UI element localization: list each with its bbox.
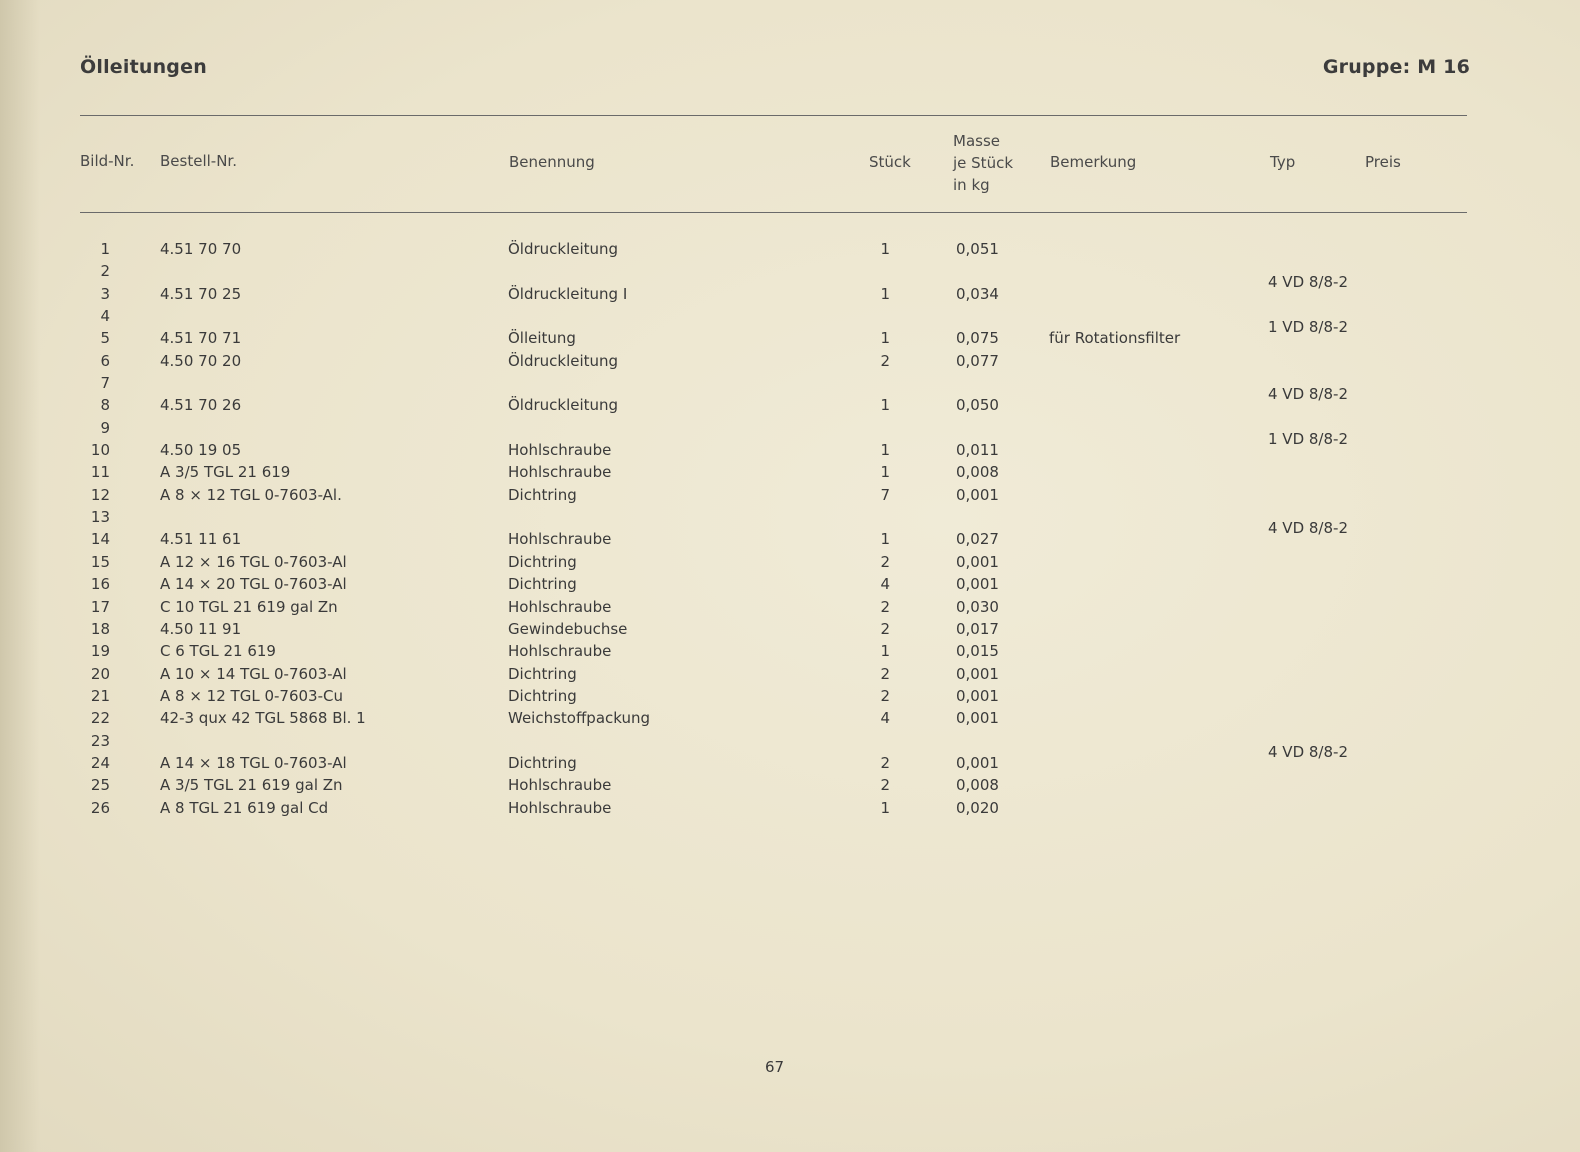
cell-bild-nr: 17 <box>90 597 110 616</box>
parts-table <box>0 238 1580 819</box>
table-row <box>0 596 1580 618</box>
cell-bestell-nr: A 12 × 16 TGL 0-7603-Al <box>160 552 347 571</box>
cell-benennung: Hohlschraube <box>508 776 612 795</box>
cell-benennung: Hohlschraube <box>508 597 612 616</box>
table-row <box>0 618 1580 640</box>
cell-masse: 0,011 <box>956 441 999 460</box>
table-row <box>0 327 1580 349</box>
col-header-bild: Bild-Nr. <box>80 152 135 170</box>
cell-bestell-nr: A 14 × 20 TGL 0-7603-Al <box>160 575 347 594</box>
table-row <box>0 394 1580 416</box>
cell-typ: 4 VD 8/8-2 <box>1268 273 1348 292</box>
cell-bild-nr: 10 <box>90 441 110 460</box>
table-row <box>0 774 1580 796</box>
table-row <box>0 730 1580 761</box>
col-header-masse-line1: Masse <box>953 132 1000 150</box>
cell-bestell-nr: 4.50 11 91 <box>160 619 242 638</box>
cell-bild-nr: 16 <box>90 575 110 594</box>
cell-masse: 0,017 <box>956 619 999 638</box>
table-row <box>0 752 1580 774</box>
cell-bild-nr: 24 <box>90 753 110 772</box>
cell-stueck: 2 <box>880 351 890 370</box>
page-number: 67 <box>765 1058 785 1076</box>
table-row <box>0 484 1580 506</box>
cell-masse: 0,008 <box>956 776 999 795</box>
cell-bild-nr: 26 <box>90 798 110 817</box>
cell-masse: 0,075 <box>956 329 999 348</box>
cell-bild-nr: 5 <box>100 329 110 348</box>
cell-masse: 0,020 <box>956 798 999 817</box>
cell-bild-nr: 13 <box>90 508 110 527</box>
col-header-preis: Preis <box>1365 153 1401 171</box>
cell-bestell-nr: 4.51 70 71 <box>160 329 242 348</box>
table-row <box>0 260 1580 292</box>
cell-stueck: 1 <box>880 396 890 415</box>
cell-bild-nr: 2 <box>100 262 110 281</box>
table-row <box>0 350 1580 372</box>
cell-masse: 0,027 <box>956 530 999 549</box>
cell-benennung: Dichtring <box>508 552 577 571</box>
cell-bestell-nr: A 10 × 14 TGL 0-7603-Al <box>160 664 347 683</box>
cell-bild-nr: 21 <box>90 686 110 705</box>
cell-typ: 4 VD 8/8-2 <box>1268 519 1348 538</box>
cell-benennung: Dichtring <box>508 753 577 772</box>
col-header-benennung: Benennung <box>509 153 595 171</box>
cell-stueck: 1 <box>880 798 890 817</box>
table-row <box>0 707 1580 729</box>
cell-bild-nr: 20 <box>90 664 110 683</box>
cell-typ: 4 VD 8/8-2 <box>1268 742 1348 761</box>
table-row <box>0 640 1580 662</box>
cell-bestell-nr: 4.50 19 05 <box>160 441 242 460</box>
cell-bild-nr: 23 <box>90 731 110 750</box>
cell-bild-nr: 7 <box>100 374 110 393</box>
cell-stueck: 4 <box>880 575 890 594</box>
cell-benennung: Hohlschraube <box>508 642 612 661</box>
cell-bild-nr: 11 <box>90 463 110 482</box>
cell-benennung: Hohlschraube <box>508 798 612 817</box>
table-row <box>0 506 1580 538</box>
cell-benennung: Dichtring <box>508 485 577 504</box>
cell-stueck: 1 <box>880 530 890 549</box>
cell-masse: 0,050 <box>956 396 999 415</box>
table-row <box>0 573 1580 595</box>
col-header-masse-line2: je Stück <box>953 154 1014 172</box>
cell-bild-nr: 19 <box>90 642 110 661</box>
cell-masse: 0,001 <box>956 575 999 594</box>
cell-bestell-nr: A 3/5 TGL 21 619 <box>160 463 291 482</box>
table-row <box>0 461 1580 483</box>
page-title: Ölleitungen <box>80 56 207 78</box>
cell-benennung: Hohlschraube <box>508 530 612 549</box>
cell-bestell-nr: C 10 TGL 21 619 gal Zn <box>160 597 338 616</box>
cell-masse: 0,030 <box>956 597 999 616</box>
table-row <box>0 238 1580 260</box>
col-header-stueck: Stück <box>869 153 911 171</box>
table-row <box>0 372 1580 404</box>
cell-benennung: Öldruckleitung <box>508 351 619 370</box>
table-row <box>0 305 1580 337</box>
table-row <box>0 283 1580 305</box>
cell-bestell-nr: C 6 TGL 21 619 <box>160 642 276 661</box>
cell-stueck: 2 <box>880 776 890 795</box>
table-row <box>0 551 1580 573</box>
cell-bestell-nr: A 8 TGL 21 619 gal Cd <box>160 798 329 817</box>
cell-typ: 1 VD 8/8-2 <box>1268 429 1348 448</box>
cell-benennung: Dichtring <box>508 664 577 683</box>
cell-stueck: 1 <box>880 463 890 482</box>
cell-bild-nr: 9 <box>100 418 110 437</box>
col-header-masse <box>953 130 1013 196</box>
cell-stueck: 2 <box>880 753 890 772</box>
cell-bild-nr: 3 <box>100 284 110 303</box>
cell-stueck: 1 <box>880 642 890 661</box>
col-header-typ: Typ <box>1270 153 1296 171</box>
cell-stueck: 1 <box>880 284 890 303</box>
cell-bestell-nr: 4.51 70 70 <box>160 240 242 258</box>
cell-bild-nr: 1 <box>100 240 110 258</box>
group-label: Gruppe: M 16 <box>1322 56 1470 78</box>
cell-benennung: Dichtring <box>508 686 577 705</box>
cell-masse: 0,001 <box>956 664 999 683</box>
col-header-bemerkung: Bemerkung <box>1050 153 1137 171</box>
cell-bestell-nr: A 14 × 18 TGL 0-7603-Al <box>160 753 347 772</box>
cell-bild-nr: 4 <box>100 307 110 326</box>
cell-masse: 0,001 <box>956 552 999 571</box>
cell-stueck: 1 <box>880 329 890 348</box>
cell-benennung: Ölleitung <box>508 329 576 348</box>
cell-stueck: 2 <box>880 597 890 616</box>
table-row <box>0 417 1580 448</box>
cell-bestell-nr: 4.51 70 26 <box>160 396 242 415</box>
cell-bild-nr: 6 <box>100 351 110 370</box>
table-row <box>0 439 1580 461</box>
cell-benennung: Öldruckleitung <box>508 396 619 415</box>
cell-bemerkung: für Rotationsfilter <box>1049 329 1181 348</box>
cell-benennung: Öldruckleitung <box>508 240 619 258</box>
table-row <box>0 797 1580 819</box>
cell-masse: 0,077 <box>956 351 999 370</box>
cell-bild-nr: 12 <box>90 485 110 504</box>
cell-masse: 0,051 <box>956 240 999 258</box>
cell-stueck: 1 <box>880 240 890 258</box>
cell-bild-nr: 18 <box>90 619 110 638</box>
cell-benennung: Weichstoffpackung <box>508 709 651 728</box>
header-rule-top <box>80 115 1467 116</box>
cell-masse: 0,034 <box>956 284 999 303</box>
col-header-bestell: Bestell-Nr. <box>160 152 237 170</box>
cell-masse: 0,008 <box>956 463 999 482</box>
cell-masse: 0,001 <box>956 709 999 728</box>
cell-bestell-nr: A 8 × 12 TGL 0-7603-Cu <box>160 686 343 705</box>
cell-typ: 4 VD 8/8-2 <box>1268 385 1348 404</box>
cell-masse: 0,001 <box>956 485 999 504</box>
cell-stueck: 7 <box>880 485 890 504</box>
col-header-masse-line3: in kg <box>953 176 990 194</box>
cell-bild-nr: 14 <box>90 530 110 549</box>
cell-stueck: 2 <box>880 619 890 638</box>
cell-stueck: 2 <box>880 686 890 705</box>
cell-masse: 0,015 <box>956 642 999 661</box>
cell-bestell-nr: 4.50 70 20 <box>160 351 242 370</box>
cell-bestell-nr: A 8 × 12 TGL 0-7603-Al. <box>160 485 342 504</box>
cell-benennung: Öldruckleitung I <box>508 284 628 303</box>
table-row <box>0 663 1580 685</box>
cell-bestell-nr: 4.51 70 25 <box>160 284 242 303</box>
cell-bestell-nr: 42-3 qux 42 TGL 5868 Bl. 1 <box>160 709 366 728</box>
cell-bild-nr: 8 <box>100 396 110 415</box>
cell-bild-nr: 22 <box>90 709 110 728</box>
cell-stueck: 1 <box>880 441 890 460</box>
table-row <box>0 528 1580 550</box>
cell-benennung: Gewindebuchse <box>508 619 628 638</box>
cell-stueck: 2 <box>880 552 890 571</box>
cell-bild-nr: 25 <box>90 776 110 795</box>
cell-masse: 0,001 <box>956 753 999 772</box>
cell-stueck: 4 <box>880 709 890 728</box>
cell-benennung: Hohlschraube <box>508 463 612 482</box>
cell-stueck: 2 <box>880 664 890 683</box>
cell-masse: 0,001 <box>956 686 999 705</box>
cell-bild-nr: 15 <box>90 552 110 571</box>
cell-typ: 1 VD 8/8-2 <box>1268 318 1348 337</box>
cell-bestell-nr: A 3/5 TGL 21 619 gal Zn <box>160 776 343 795</box>
cell-benennung: Dichtring <box>508 575 577 594</box>
header-rule-bottom <box>80 212 1467 213</box>
table-row <box>0 685 1580 707</box>
cell-benennung: Hohlschraube <box>508 441 612 460</box>
cell-bestell-nr: 4.51 11 61 <box>160 530 242 549</box>
